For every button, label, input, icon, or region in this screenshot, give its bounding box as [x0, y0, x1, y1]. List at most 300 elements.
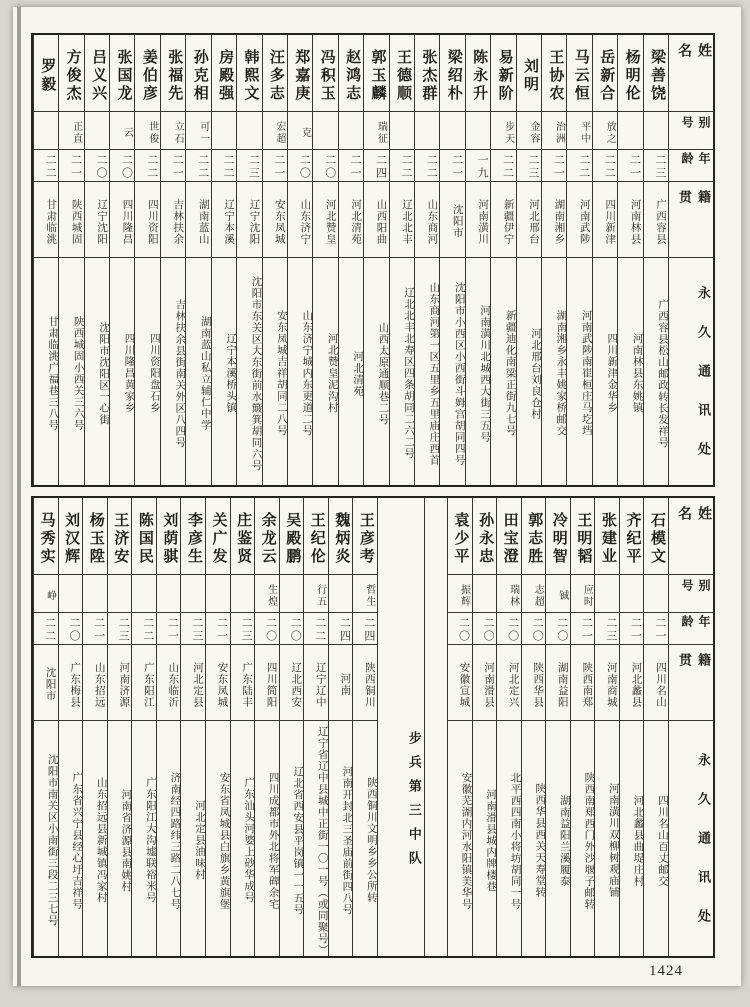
person-address: 安东省凤城县白旗乡黄旗堡 — [218, 771, 230, 910]
person-name: 余龙云 — [255, 498, 279, 575]
person-age: 二一 — [263, 150, 287, 182]
person-alias: 放之 — [593, 112, 617, 150]
person-age: 二二 — [304, 613, 328, 645]
person-name: 李彦生 — [181, 498, 205, 575]
person-native-place: 四川新津 — [593, 182, 617, 258]
unit-divider-column — [377, 498, 424, 956]
person-name: 王彦考 — [353, 498, 377, 575]
person-native-place: 河南济源 — [108, 645, 132, 721]
person-address: 河南滑县城内牌楼巷 — [485, 788, 497, 893]
roster-column — [338, 35, 363, 485]
person-age: 二一 — [59, 150, 83, 182]
person-address: 济南经四路纬三路二八七号 — [169, 771, 181, 910]
person-address: 甘肃临洮广福巷三八号 — [47, 316, 59, 431]
person-name: 庄鉴贤 — [231, 498, 255, 575]
person-name: 王明韬 — [571, 498, 595, 575]
person-alias: 应时 — [571, 575, 595, 613]
person-name: 韩熙文 — [237, 35, 261, 112]
person-address: 河北定县油味村 — [193, 800, 205, 881]
person-name: 孙克相 — [186, 35, 210, 112]
person-name: 郭志胜 — [522, 498, 546, 575]
header-native: 籍贯 — [669, 182, 713, 258]
page-number: 1424 — [649, 963, 683, 979]
person-age: 二〇 — [313, 150, 337, 182]
roster-column — [236, 35, 261, 485]
roster-column — [541, 35, 566, 485]
person-name: 张杰群 — [415, 35, 439, 112]
person-native-place: 四川资阳 — [135, 182, 159, 258]
person-address: 湖南益阳兰溪履泰 — [558, 794, 570, 887]
person-native-place: 山东济宁 — [288, 182, 312, 258]
person-name: 易新阶 — [491, 35, 515, 112]
person-address: 四川资阳盘石乡 — [148, 333, 160, 414]
person-address: 四川成都市外北将军碑余宅 — [267, 771, 279, 910]
person-native-place: 山东商河 — [415, 182, 439, 258]
person-address: 湖南蓝山私立辅仁中学 — [199, 316, 211, 431]
person-address: 沈阳市东关区大东街前水簸箕胡同六号 — [250, 275, 262, 472]
person-age: 二一 — [161, 150, 185, 182]
person-age: 二〇 — [288, 150, 312, 182]
person-age: 二三 — [517, 150, 541, 182]
person-address: 湖南湘乡永丰姚家桥邮交 — [555, 310, 567, 437]
roster-column — [109, 35, 134, 485]
person-address: 河南省济源县南姚村 — [120, 788, 132, 893]
roster-column — [592, 35, 617, 485]
roster-column — [490, 35, 515, 485]
person-native-place: 河南 — [329, 645, 353, 721]
roster-column — [465, 35, 490, 485]
person-native-place: 新疆伊宁 — [491, 182, 515, 258]
person-address: 陕西南郑西门外沙堰子邮转 — [583, 771, 595, 910]
person-alias — [390, 112, 414, 150]
person-name: 马云恒 — [567, 35, 591, 112]
roster-column — [211, 35, 236, 485]
person-age: 二四 — [364, 150, 388, 182]
person-name: 田宝澄 — [497, 498, 521, 575]
roster-column — [643, 35, 668, 485]
person-native-place: 陕西南郑 — [571, 645, 595, 721]
person-address: 河南开封北三圣庙前街四八号 — [341, 765, 353, 916]
person-age: 一九 — [466, 150, 490, 182]
person-native-place: 沈阳市 — [440, 182, 464, 258]
roster-column — [619, 498, 644, 956]
person-age: 二〇 — [546, 613, 570, 645]
person-native-place: 沈阳市 — [34, 645, 58, 721]
person-native-place: 广东阳江 — [132, 645, 156, 721]
person-native-place: 湖南蓝山 — [186, 182, 210, 258]
person-age: 二一 — [83, 613, 107, 645]
header-name: 姓名 — [669, 35, 713, 112]
person-alias: 瑞林 — [497, 575, 521, 613]
person-alias: 金容 — [517, 112, 541, 150]
roster-column — [617, 35, 642, 485]
person-native-place: 山西阳曲 — [364, 182, 388, 258]
person-address: 河南潢川北城西大街三五号 — [479, 304, 491, 443]
person-native-place: 湖南湘乡 — [542, 182, 566, 258]
person-alias: 可一 — [186, 112, 210, 150]
person-address: 安东凤城吉祥胡同二八号 — [275, 310, 287, 437]
person-address: 河北清苑 — [352, 350, 364, 397]
person-alias — [157, 575, 181, 613]
person-address: 辽宁本溪桥头镇 — [225, 333, 237, 414]
person-age: 二二 — [390, 150, 414, 182]
person-age: 二三 — [595, 613, 619, 645]
roster-table-bottom — [31, 496, 715, 958]
roster-column — [160, 35, 185, 485]
roster-column — [82, 498, 107, 956]
person-alias — [473, 575, 497, 613]
person-address: 河南潢川双柳树观庙铺 — [607, 783, 619, 898]
person-native-place: 辽宁沈阳 — [237, 182, 261, 258]
roster-column — [566, 35, 591, 485]
person-native-place: 辽北北丰 — [390, 182, 414, 258]
person-address: 河北邢台刘良仓村 — [529, 327, 541, 420]
person-alias: 正直 — [59, 112, 83, 150]
person-name: 刘汉辉 — [59, 498, 83, 575]
person-age: 二二 — [34, 613, 58, 645]
person-name: 张福先 — [161, 35, 185, 112]
roster-column — [472, 498, 497, 956]
person-native-place: 吉林扶余 — [161, 182, 185, 258]
person-age: 二一 — [620, 613, 644, 645]
person-name: 刘明 — [517, 35, 541, 112]
person-age: 二三 — [108, 613, 132, 645]
person-age: 二二 — [34, 150, 58, 182]
person-name: 王德顺 — [390, 35, 414, 112]
person-address: 吉林扶余县街南关外区八四号 — [174, 298, 186, 449]
roster-column — [134, 35, 159, 485]
header-address: 永久通讯处 — [696, 286, 711, 481]
person-name: 陈永升 — [466, 35, 490, 112]
person-name: 冷明智 — [546, 498, 570, 575]
roster-column — [496, 498, 521, 956]
person-alias: 瑞征 — [364, 112, 388, 150]
person-address: 陕西城固小西关三六号 — [72, 316, 84, 431]
person-native-place: 广东梅县 — [59, 645, 83, 721]
person-name: 马秀实 — [34, 498, 58, 575]
person-native-place: 安徽宣城 — [448, 645, 472, 721]
header-address: 永久通讯处 — [696, 753, 711, 948]
person-age: 二二 — [415, 150, 439, 182]
person-age: 二〇 — [448, 613, 472, 645]
person-address: 新疆迪化南梁正街九七号 — [504, 310, 516, 437]
bottom-left-entries — [33, 498, 377, 956]
person-alias: 治洲 — [542, 112, 566, 150]
header-name: 姓名 — [669, 498, 713, 575]
person-age: 二一 — [618, 150, 642, 182]
person-age: 二〇 — [280, 613, 304, 645]
person-native-place: 陕西铜川 — [353, 645, 377, 721]
person-name: 王协农 — [542, 35, 566, 112]
person-age: 二三 — [237, 150, 261, 182]
person-address: 山东济宁城内东更道二号 — [301, 310, 313, 437]
person-address: 沈阳市小西区小西街斗姆宫胡同四号 — [453, 281, 465, 466]
person-name: 袁少平 — [448, 498, 472, 575]
person-native-place: 河南滑县 — [473, 645, 497, 721]
person-native-place: 四川简阳 — [255, 645, 279, 721]
person-name: 石模文 — [644, 498, 668, 575]
person-age: 二〇 — [255, 613, 279, 645]
roster-column — [33, 35, 58, 485]
person-age: 二一 — [206, 613, 230, 645]
person-native-place: 安东凤城 — [263, 182, 287, 258]
person-native-place: 河北定县 — [181, 645, 205, 721]
person-address: 沈阳市南关区小南街三段二三七号 — [46, 754, 58, 927]
person-address: 河北蠡县曲堤庄村 — [632, 794, 644, 887]
person-alias: 宏超 — [263, 112, 287, 150]
person-address: 广东阳江大沟墟联裕米号 — [144, 777, 156, 904]
person-address: 广东汕头河婆上砂华成号 — [243, 777, 255, 904]
person-native-place: 河北邢台 — [517, 182, 541, 258]
roster-table-top — [31, 33, 715, 487]
person-alias — [59, 575, 83, 613]
person-age: 二一 — [157, 613, 181, 645]
person-alias — [620, 575, 644, 613]
divider-empty-column — [424, 498, 447, 956]
person-address: 广东省兴宁县经心圩吉祥号 — [71, 771, 83, 910]
person-address: 四川隆昌黄家乡 — [123, 333, 135, 414]
person-name: 杨明伦 — [618, 35, 642, 112]
person-name: 张建业 — [595, 498, 619, 575]
roster-column — [230, 498, 255, 956]
roster-column — [312, 35, 337, 485]
roster-column — [254, 498, 279, 956]
roster-column — [545, 498, 570, 956]
person-address: 河南武陟南崔桓庄马圪垱 — [580, 310, 592, 437]
person-alias: 云 — [110, 112, 134, 150]
person-alias — [415, 112, 439, 150]
person-age: 二〇 — [110, 150, 134, 182]
person-native-place: 河南林县 — [618, 182, 642, 258]
roster-column — [516, 35, 541, 485]
roster-column — [414, 35, 439, 485]
person-name: 王济安 — [108, 498, 132, 575]
person-alias — [132, 575, 156, 613]
person-name: 岳新合 — [593, 35, 617, 112]
person-alias — [206, 575, 230, 613]
bottom-right-entries — [447, 498, 668, 956]
person-name: 孙永忠 — [473, 498, 497, 575]
person-name: 吴殿鹏 — [280, 498, 304, 575]
person-name: 张国龙 — [110, 35, 134, 112]
person-address: 辽北北丰北寿区四条胡同二六二号 — [402, 287, 414, 460]
person-name: 冯积玉 — [313, 35, 337, 112]
person-alias: 峥 — [34, 575, 58, 613]
person-age: 二二 — [135, 150, 159, 182]
person-native-place: 甘肃临洮 — [34, 182, 58, 258]
person-native-place: 安东凤城 — [206, 645, 230, 721]
person-alias — [313, 112, 337, 150]
person-alias: 振辉 — [448, 575, 472, 613]
person-alias: 生煌 — [255, 575, 279, 613]
person-age: 二二 — [186, 150, 210, 182]
roster-column — [363, 35, 388, 485]
person-alias — [237, 112, 261, 150]
person-alias: 平中 — [567, 112, 591, 150]
person-name: 房殿强 — [212, 35, 236, 112]
person-alias — [212, 112, 236, 150]
person-native-place: 陕西华县 — [522, 645, 546, 721]
person-native-place: 河北蠡县 — [620, 645, 644, 721]
person-age: 二三 — [231, 613, 255, 645]
person-alias — [466, 112, 490, 150]
header-native: 籍贯 — [669, 645, 713, 721]
person-native-place: 辽宁沈阳 — [85, 182, 109, 258]
scanned-page — [13, 7, 741, 986]
person-alias — [339, 112, 363, 150]
roster-column — [58, 35, 83, 485]
person-age: 二三 — [644, 150, 668, 182]
person-age: 二一 — [440, 150, 464, 182]
person-age: 二〇 — [85, 150, 109, 182]
roster-column — [58, 498, 83, 956]
person-native-place: 四川隆昌 — [110, 182, 134, 258]
person-age: 二一 — [571, 613, 595, 645]
person-address: 山东商河第一区五里乡五里庙庄西首 — [428, 281, 440, 466]
header-column — [668, 35, 713, 485]
person-age: 二一 — [339, 150, 363, 182]
person-address: 山东招远县新城镇冯家村 — [95, 777, 107, 904]
person-age: 二二 — [593, 150, 617, 182]
roster-column — [643, 498, 668, 956]
roster-column — [447, 498, 472, 956]
person-native-place: 河北清苑 — [339, 182, 363, 258]
person-alias: 世俊 — [135, 112, 159, 150]
person-name: 梁绍朴 — [440, 35, 464, 112]
person-alias — [280, 575, 304, 613]
person-name: 吕义兴 — [85, 35, 109, 112]
person-alias — [181, 575, 205, 613]
roster-column — [328, 498, 353, 956]
person-alias: 立石 — [161, 112, 185, 150]
person-address: 沈阳市沈阳区一心街 — [98, 321, 110, 426]
roster-column — [287, 35, 312, 485]
roster-column — [570, 498, 595, 956]
person-name: 王纪伦 — [304, 498, 328, 575]
roster-column — [131, 498, 156, 956]
header-column — [668, 498, 713, 956]
person-address: 河南林县东姚镇 — [631, 333, 643, 414]
person-name: 杨玉陞 — [83, 498, 107, 575]
person-native-place: 广西容县 — [644, 182, 668, 258]
person-name: 郑嘉庚 — [288, 35, 312, 112]
person-native-place: 河北赞皇 — [313, 182, 337, 258]
person-age: 二四 — [329, 613, 353, 645]
header-alias: 别号 — [669, 575, 713, 613]
roster-column — [107, 498, 132, 956]
person-address: 广西容县松山邮政转长发祥号 — [657, 298, 668, 449]
header-age: 年龄 — [669, 150, 713, 182]
person-alias — [618, 112, 642, 150]
person-name: 齐纪平 — [620, 498, 644, 575]
header-age: 年龄 — [669, 613, 713, 645]
person-alias — [108, 575, 132, 613]
person-name: 赵鸿志 — [339, 35, 363, 112]
person-alias — [329, 575, 353, 613]
roster-column — [185, 35, 210, 485]
roster-column — [84, 35, 109, 485]
person-native-place: 广东陆丰 — [231, 645, 255, 721]
header-alias: 别号 — [669, 112, 713, 150]
person-alias: 行五 — [304, 575, 328, 613]
person-name: 汪多志 — [263, 35, 287, 112]
person-name: 魏炳炎 — [329, 498, 353, 575]
person-native-place: 河南商城 — [595, 645, 619, 721]
roster-column — [439, 35, 464, 485]
person-address: 陕西铜川文明乡乡公所转 — [365, 777, 377, 904]
person-alias — [595, 575, 619, 613]
person-age: 二二 — [212, 150, 236, 182]
roster-column — [180, 498, 205, 956]
person-alias — [644, 112, 668, 150]
person-age: 二一 — [644, 613, 668, 645]
person-alias: 铖 — [546, 575, 570, 613]
person-alias — [34, 112, 58, 150]
person-address: 辽北省西安县平岗镇一一五号 — [292, 765, 304, 916]
person-alias — [85, 112, 109, 150]
person-native-place: 湖南益阳 — [546, 645, 570, 721]
person-alias: 哲生 — [353, 575, 377, 613]
person-age: 二〇 — [59, 613, 83, 645]
person-age: 二二 — [491, 150, 515, 182]
roster-column — [303, 498, 328, 956]
person-name: 姜伯彦 — [135, 35, 159, 112]
roster-column — [156, 498, 181, 956]
person-native-place: 辽宁辽中 — [304, 645, 328, 721]
roster-column — [389, 35, 414, 485]
person-name: 刘荫骐 — [157, 498, 181, 575]
person-native-place: 陕西城固 — [59, 182, 83, 258]
person-alias — [440, 112, 464, 150]
person-name: 方俊杰 — [59, 35, 83, 112]
person-native-place: 山东临沂 — [157, 645, 181, 721]
person-age: 二三 — [181, 613, 205, 645]
person-address: 陕西华县西关天寿堂转 — [534, 783, 546, 898]
person-native-place: 辽北西安 — [280, 645, 304, 721]
roster-column — [205, 498, 230, 956]
top-entries — [33, 35, 668, 485]
roster-column — [279, 498, 304, 956]
person-native-place: 四川名山 — [644, 645, 668, 721]
person-native-place: 河南潢川 — [466, 182, 490, 258]
person-alias — [644, 575, 668, 613]
person-alias: 克 — [288, 112, 312, 150]
person-native-place: 河南武陟 — [567, 182, 591, 258]
person-name: 梁善饶 — [644, 35, 668, 112]
person-name: 陈国民 — [132, 498, 156, 575]
roster-column — [352, 498, 377, 956]
page-content — [31, 33, 725, 980]
person-alias: 步天 — [491, 112, 515, 150]
person-native-place: 河北定兴 — [497, 645, 521, 721]
person-address: 山西太原通顺巷二号 — [377, 321, 389, 426]
person-alias — [83, 575, 107, 613]
person-age: 二〇 — [473, 613, 497, 645]
person-name: 罗毅 — [34, 35, 58, 112]
person-address: 四川新津金华乡 — [606, 333, 618, 414]
person-native-place: 山东招远 — [83, 645, 107, 721]
person-age: 二一 — [542, 150, 566, 182]
person-alias — [231, 575, 255, 613]
person-age: 二〇 — [522, 613, 546, 645]
roster-column — [33, 498, 58, 956]
person-native-place: 辽宁本溪 — [212, 182, 236, 258]
person-address: 河北赞皇泥沟村 — [326, 333, 338, 414]
person-address: 辽宁省辽中县城中正街一〇一号（或同聚号） — [316, 725, 328, 956]
person-address: 安徽芜湖内河水阳镇美华号 — [460, 771, 472, 910]
roster-column — [594, 498, 619, 956]
person-alias: 志超 — [522, 575, 546, 613]
